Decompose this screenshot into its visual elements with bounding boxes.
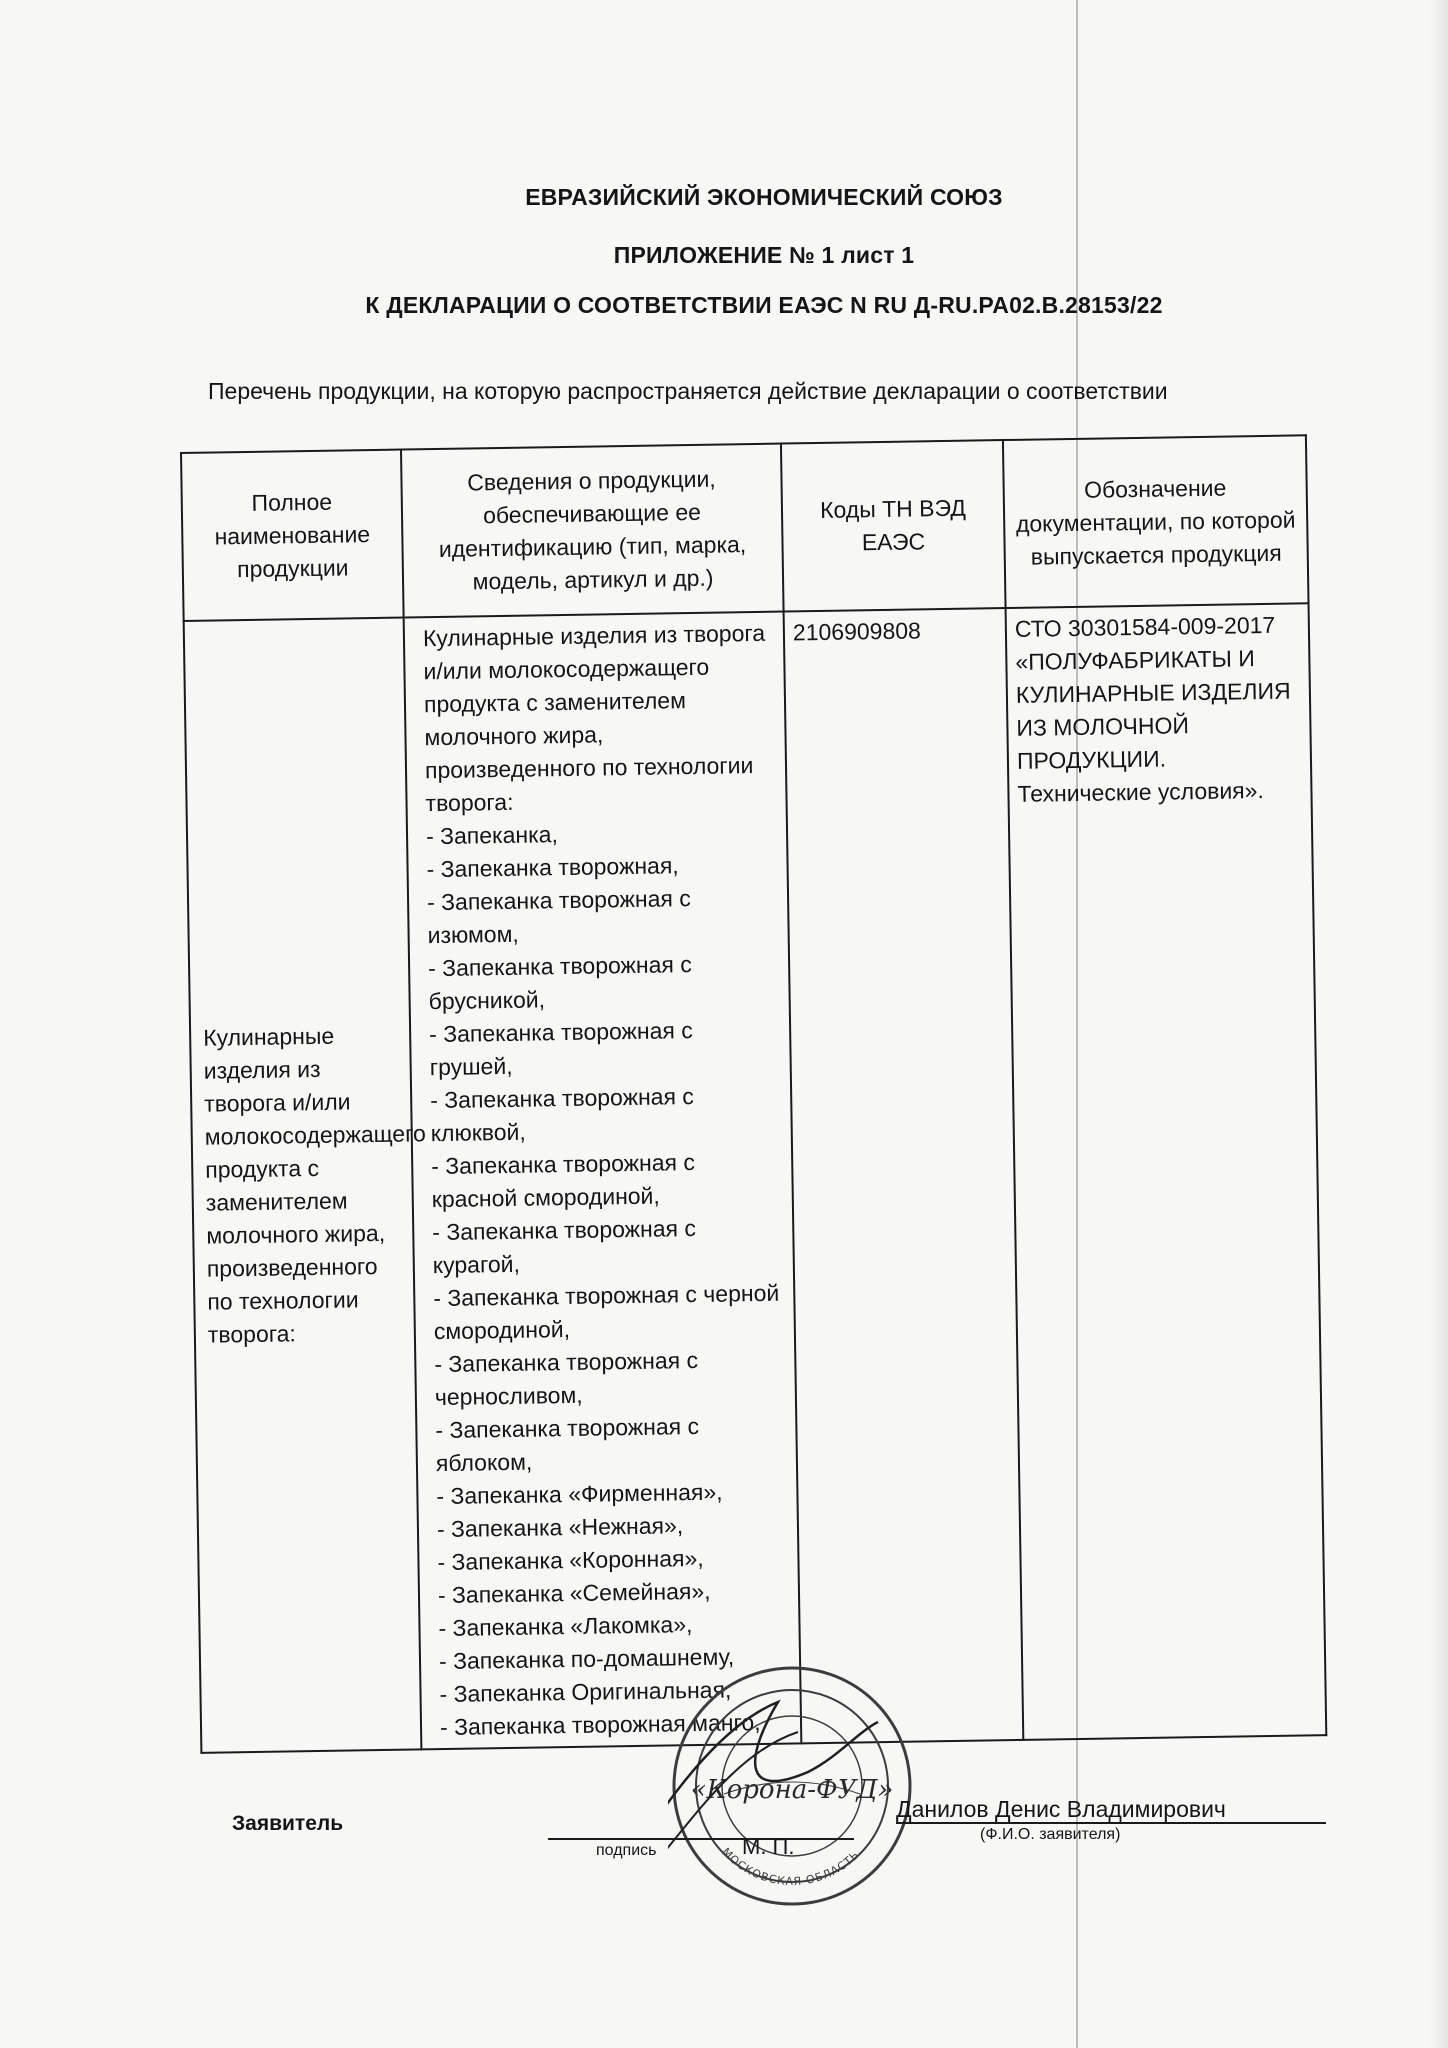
- applicant-name: Данилов Денис Владимирович: [896, 1796, 1226, 1822]
- list-item: - Запеканка «Нежная»,: [436, 1512, 684, 1543]
- list-item: - Запеканка творожная с черносливом,: [434, 1346, 699, 1411]
- list-item: - Запеканка по-домашнему,: [438, 1643, 735, 1675]
- product-description: Кулинарные изделия из творога и/или молокосодержащего продукта с заменителем молочного жира, произведенного по технологии творога:: [422, 619, 766, 817]
- list-item: - Запеканка творожная с курагой,: [432, 1214, 697, 1279]
- column-header-product-info: Сведения о продукции, обеспечивающие ее идентификацию (тип, марка, модель, артикул и др.): [401, 444, 784, 618]
- applicant-name-line: [896, 1822, 1326, 1824]
- column-header-tn-ved-codes: Коды ТН ВЭД ЕАЭС: [781, 440, 1006, 611]
- company-stamp: [668, 1662, 916, 1910]
- union-title: ЕВРАЗИЙСКИЙ ЭКОНОМИЧЕСКИЙ СОЮЗ: [525, 184, 1003, 210]
- signature-line: [548, 1838, 854, 1840]
- list-item: - Запеканка Оригинальная,: [439, 1676, 732, 1708]
- documentation-standard: СТО 30301584-009-2017 «ПОЛУФАБРИКАТЫ И КУЛИНАРНЫЕ ИЗДЕЛИЯ ИЗ МОЛОЧНОЙ ПРОДУКЦИИ. Технические условия».: [1006, 603, 1327, 1740]
- stamp-region-text: МОСКОВСКАЯ ОБЛАСТЬ: [719, 1845, 862, 1888]
- stamp-company-name: «Корона-ФУД»: [690, 1775, 894, 1805]
- list-item: - Запеканка творожная с черной смородиной,: [433, 1279, 780, 1345]
- stamp-place-label: М. П.: [742, 1834, 795, 1859]
- declaration-title: К ДЕКЛАРАЦИИ О СООТВЕТСТВИИ ЕАЭС N RU Д-RU.PA02.B.28153/22: [365, 292, 1163, 318]
- intro-text: Перечень продукции, на которую распространяется действие декларации о соответствии: [208, 378, 1168, 404]
- table-header-row: [181, 435, 1309, 621]
- tn-ved-code: 2106909808: [784, 608, 1024, 1743]
- list-item: - Запеканка творожная с красной смородиной,: [431, 1149, 696, 1213]
- column-header-full-name: Полное наименование продукции: [181, 450, 404, 621]
- applicant-label: Заявитель: [232, 1812, 344, 1835]
- list-item: - Запеканка творожная манго,: [439, 1709, 761, 1741]
- column-header-documentation: Обозначение документации, по которой выпускается продукция: [1003, 435, 1309, 608]
- list-item: - Запеканка,: [425, 821, 559, 850]
- product-info-cell: [404, 612, 802, 1750]
- list-item: - Запеканка творожная с грушей,: [428, 1017, 693, 1081]
- applicant-name-caption: (Ф.И.О. заявителя): [980, 1826, 1121, 1843]
- product-full-name: Кулинарные изделия из творога и/или молокосодержащего продукта с заменителем молочного жира, произведенного по технологии творога:: [184, 618, 422, 1753]
- list-item: - Запеканка творожная с брусникой,: [427, 951, 692, 1015]
- signature-caption: подпись: [596, 1842, 657, 1859]
- table-row: [184, 603, 1327, 1753]
- list-item: - Запеканка «Коронная»,: [437, 1544, 704, 1576]
- list-item: - Запеканка «Семейная»,: [437, 1577, 711, 1609]
- list-item: - Запеканка творожная с клюквой,: [430, 1083, 695, 1147]
- list-item: - Запеканка творожная,: [426, 852, 679, 883]
- list-item: - Запеканка творожная с изюмом,: [426, 885, 691, 949]
- products-table: [180, 434, 1327, 1754]
- list-item: - Запеканка «Фирменная»,: [436, 1478, 723, 1510]
- list-item: - Запеканка творожная с яблоком,: [435, 1412, 700, 1477]
- appendix-title: ПРИЛОЖЕНИЕ № 1 лист 1: [613, 242, 915, 268]
- list-item: - Запеканка «Лакомка»,: [438, 1611, 693, 1642]
